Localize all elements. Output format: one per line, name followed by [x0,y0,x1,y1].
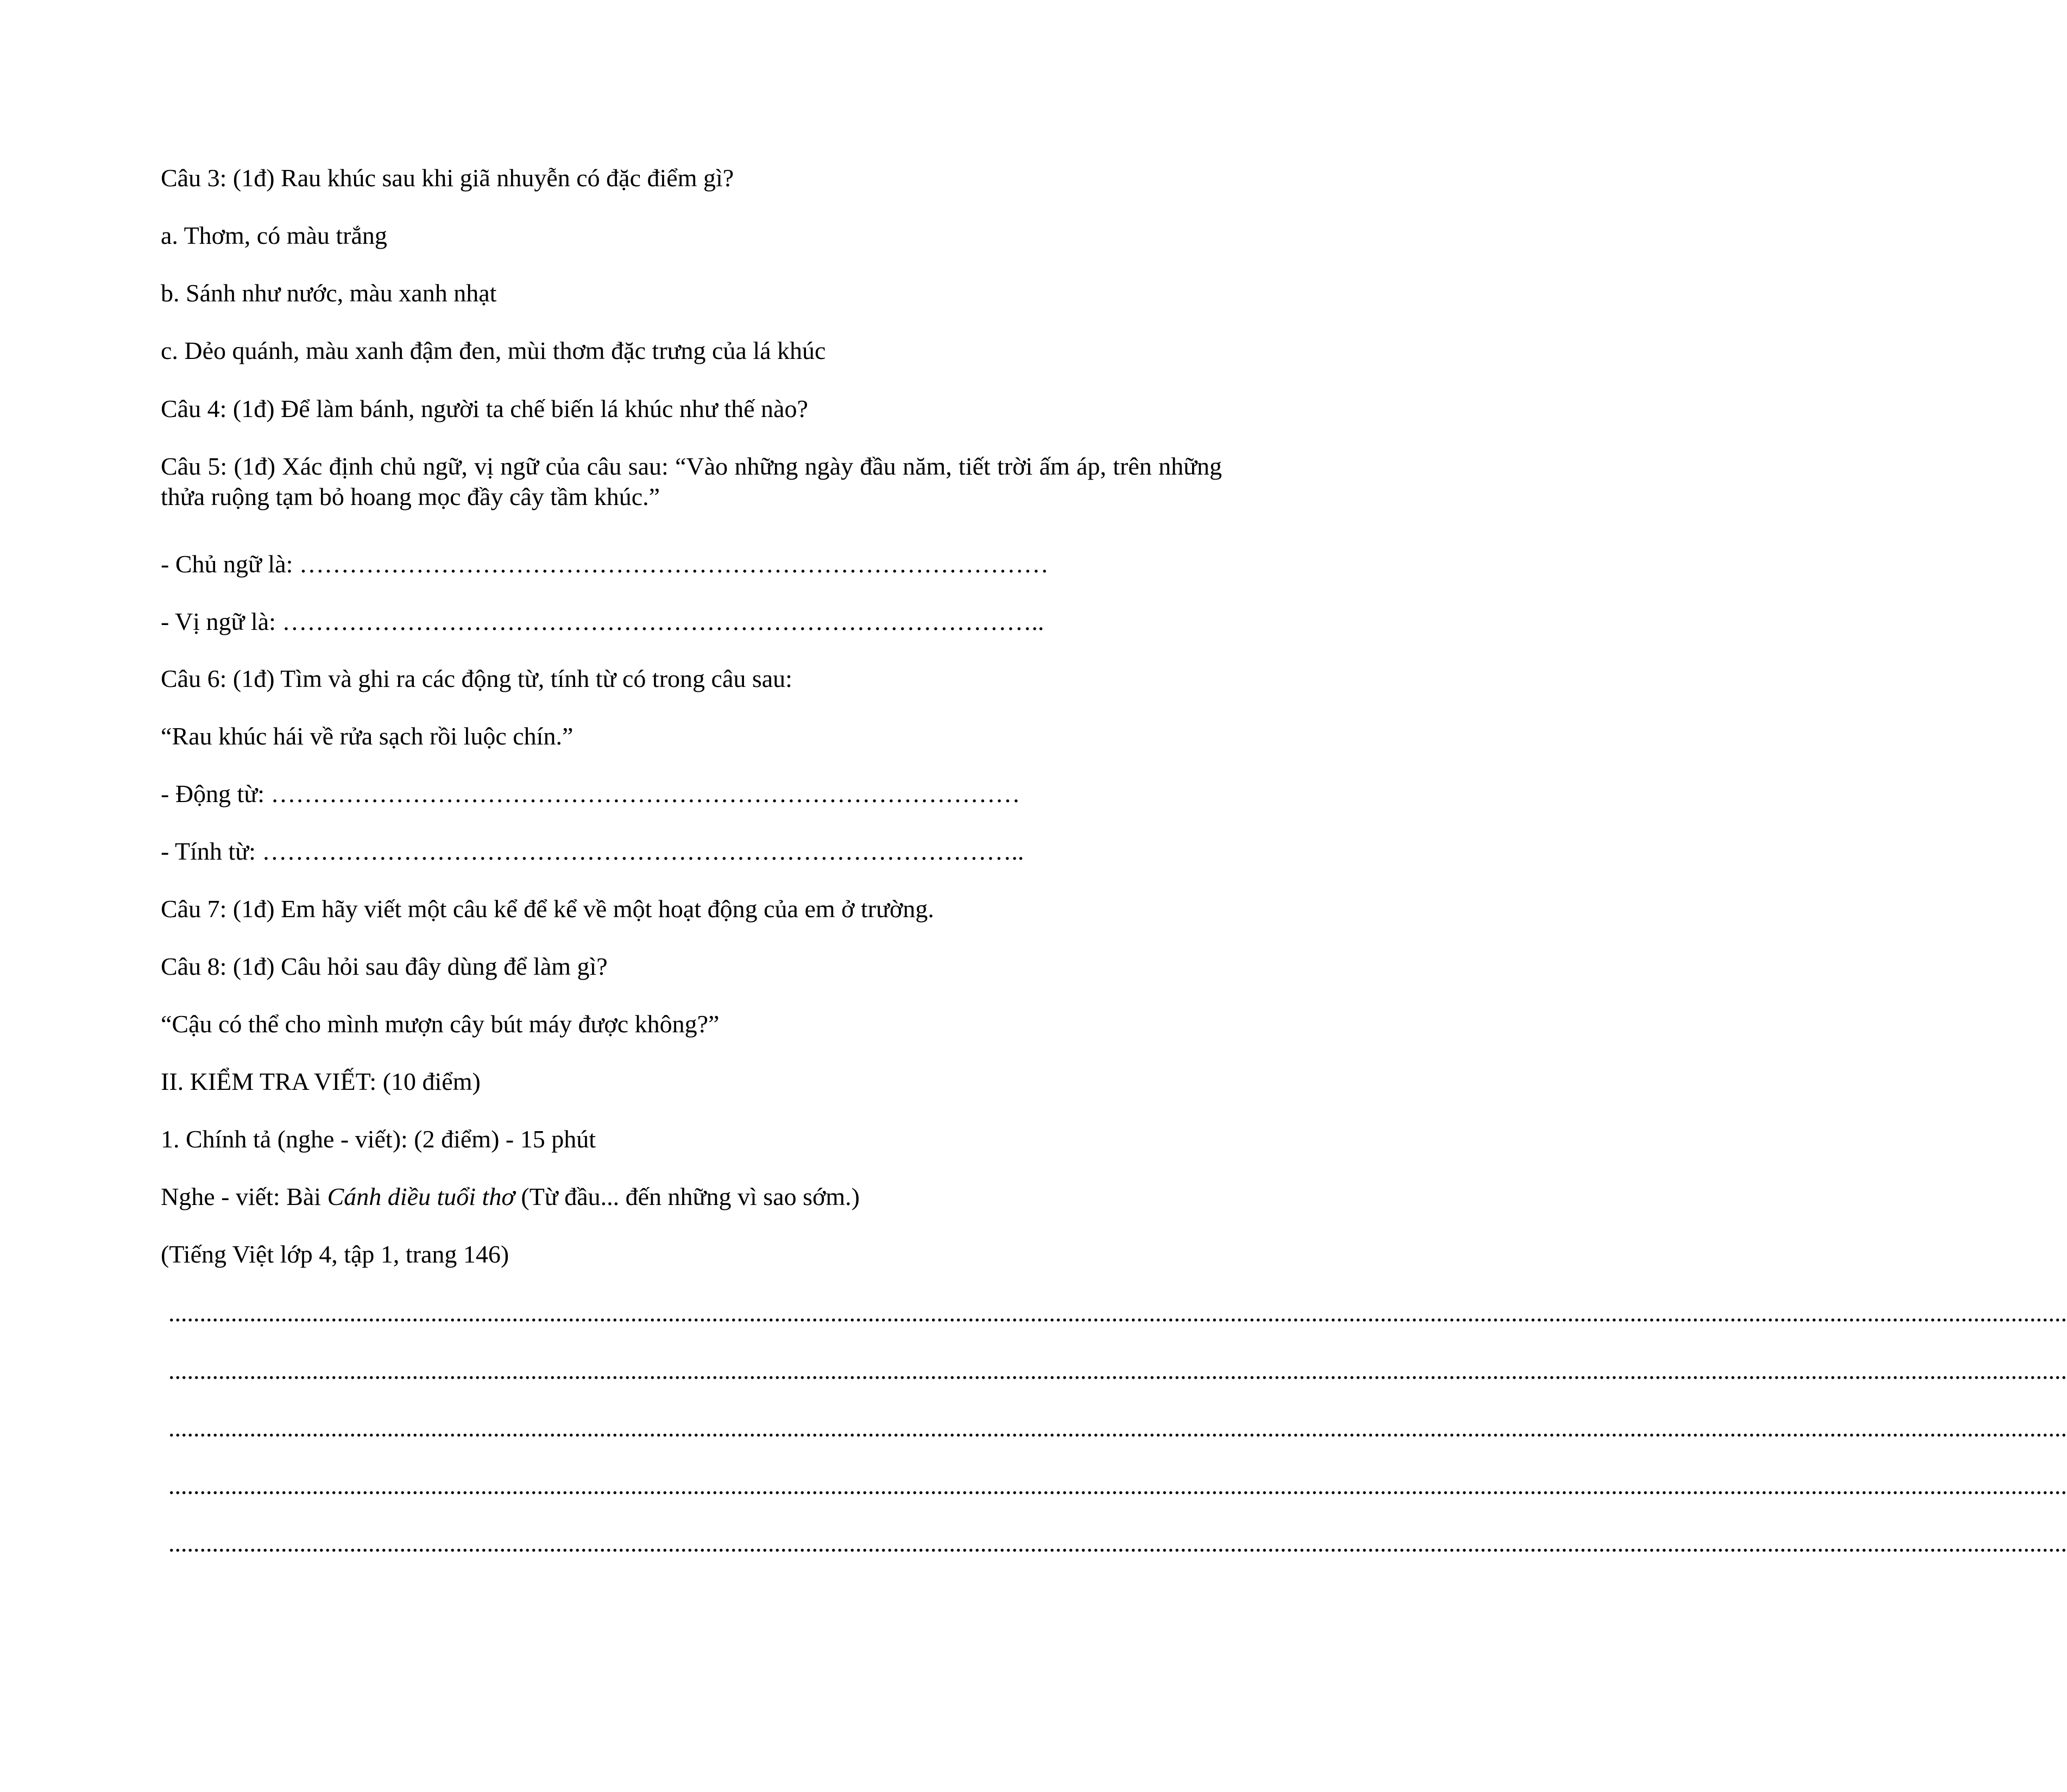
question-4-title: Câu 4: (1đ) Để làm bánh, người ta chế biến lá khúc như thế nào? [161,395,808,422]
answer-line: ................................................................................................................................................................................................................................................................................................................ [168,1472,2067,1499]
writing-section-title: II. KIỂM TRA VIẾT: (10 điểm) [161,1068,481,1095]
dictation-suffix: (Từ đầu... đến những vì sao sớm.) [514,1183,860,1210]
question-3-option-c: c. Dẻo quánh, màu xanh đậm đen, mùi thơm đặc trưng của lá khúc [161,337,826,364]
dictation-instruction [161,1182,860,1212]
answer-line: ................................................................................................................................................................................................................................................................................................................ [168,1529,2067,1557]
question-5-title: Câu 5: (1đ) Xác định chủ ngữ, vị ngữ của câu sau: “Vào những ngày đầu năm, tiết trời ấm áp, trên những thửa ruộng tạm bỏ hoang mọc đầy cây tầm khúc.” [161,452,1222,510]
question-5-subject-blank: - Chủ ngữ là: ……………………………………………………………………………… [161,550,1049,578]
question-7-title: Câu 7: (1đ) Em hãy viết một câu kể để kể về một hoạt động của em ở trường. [161,895,934,923]
answer-line: ................................................................................................................................................................................................................................................................................................................ [168,1414,2067,1442]
question-8-sentence: “Cậu có thể cho mình mượn cây bút máy được không?” [161,1010,720,1038]
question-6-title: Câu 6: (1đ) Tìm và ghi ra các động từ, tính từ có trong câu sau: [161,665,792,692]
question-6-adjectives-blank: - Tính từ: ……………………………………………………………………………….. [161,837,1024,865]
question-8-title: Câu 8: (1đ) Câu hỏi sau đây dùng để làm gì? [161,952,608,980]
question-3-title: Câu 3: (1đ) Rau khúc sau khi giã nhuyễn có đặc điểm gì? [161,164,734,192]
answer-line: ................................................................................................................................................................................................................................................................................................................ [168,1356,2067,1384]
dictation-prefix: Nghe - viết: Bài [161,1183,327,1210]
answer-line: ................................................................................................................................................................................................................................................................................................................ [168,1299,2067,1327]
dictation-source: (Tiếng Việt lớp 4, tập 1, trang 146) [161,1240,509,1268]
dictation-work-title: Cánh diều tuổi thơ [327,1183,515,1210]
question-6-sentence: “Rau khúc hái về rửa sạch rồi luộc chín.” [161,722,574,750]
question-3-option-b: b. Sánh như nước, màu xanh nhạt [161,279,497,307]
dictation-title: 1. Chính tả (nghe - viết): (2 điểm) - 15 phút [161,1125,596,1153]
question-5-predicate-blank: - Vị ngữ là: ……………………………………………………………………………….. [161,608,1044,635]
question-3-option-a: a. Thơm, có màu trắng [161,222,387,249]
question-6-verbs-blank: - Động từ: ……………………………………………………………………………… [161,780,1020,807]
